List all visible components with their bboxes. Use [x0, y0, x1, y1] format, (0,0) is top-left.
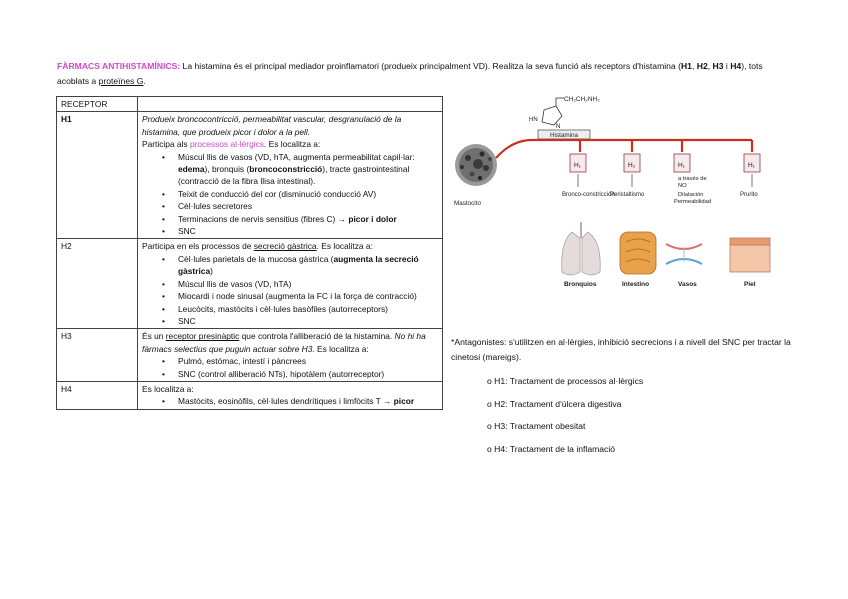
text: És un [142, 331, 166, 342]
intro-text-c: . [143, 76, 146, 86]
organ-label: Vasos [678, 281, 697, 288]
list-item: • SNC [178, 315, 438, 327]
treatment-item [487, 421, 585, 431]
receptor-label: H₁ [678, 162, 685, 169]
organ-label: Piel [744, 281, 756, 288]
h2-locations [142, 253, 438, 327]
header-cell: RECEPTOR [57, 97, 138, 112]
list-item: • Teixit de conducció del cor (disminució conducció AV) [178, 188, 438, 200]
intro-sep: i [723, 61, 731, 71]
effect-vasos: a través de [678, 176, 707, 182]
table-row-h1 [57, 112, 443, 239]
treatment-text: H2: Tractament d'úlcera digestiva [494, 399, 622, 409]
text: Participa als [142, 139, 190, 150]
h1-participa [142, 138, 438, 150]
arrow-icon: → [382, 396, 392, 407]
treatment-item [487, 399, 621, 409]
text: Terminacions de nervis sensitius (fibres C) [178, 213, 338, 224]
text: que controla l'alliberació de la histamina. [239, 331, 395, 342]
table-row-h4 [57, 381, 443, 409]
treatment-item [487, 444, 615, 454]
receptor-label: H₁ [748, 162, 755, 169]
text: . Es localitza a: [316, 241, 373, 252]
treatment-text: H3: Tractament obesitat [494, 421, 586, 431]
page-title: FÀRMACS ANTIHISTAMÍNICS: [57, 61, 181, 71]
header-cell-empty [138, 97, 443, 112]
receptor-description [138, 329, 443, 382]
n-label: N [556, 124, 561, 130]
bold-text: picor i dolor [346, 213, 397, 224]
table-header-row [57, 97, 443, 112]
intro-text-a: La histamina és el principal mediador proinflamatori (produeix principalment VD). Realitza la seva funció als receptors d'histamina ( [180, 61, 681, 71]
effect-peristaltismo: Peristaltismo [610, 192, 645, 198]
bullet: o [487, 444, 492, 454]
histamine-figure [452, 92, 782, 297]
italic-text: No hi ha fàrmacs selectius que puguin actuar sobre H3 [142, 331, 426, 354]
h3-line [142, 330, 438, 355]
bold-text: augmenta la secreció gàstrica [178, 253, 419, 277]
organ-label: Intestino [622, 281, 650, 288]
receptor-description [138, 112, 443, 239]
effect-bronco: Bronco-constricción [562, 192, 615, 198]
treatment-text: H4: Tractament de la inflamació [494, 444, 616, 454]
intro-h4: H4 [730, 61, 742, 71]
organ-label: Bronquios [564, 281, 597, 288]
list-item [178, 151, 438, 188]
text: Múscul llis de vasos (VD, hTA, augmenta permeabilitat capil·lar: [178, 151, 415, 162]
arrow-icon: → [337, 213, 347, 224]
text: Mastòcits, eosinòfils, cèl·lules dendrítiques i limfòcits T [178, 396, 383, 407]
vessels-image [666, 244, 702, 264]
intro-text-b: ), tots acoblats a [57, 61, 763, 86]
intro-h1: H1 [680, 61, 692, 71]
h2-participa [142, 240, 438, 252]
histamina-label: Histamina [550, 132, 578, 139]
receptor-label: H4 [57, 381, 138, 409]
list-item: • Pulmó, estómac, intestí i pàncrees [178, 355, 438, 367]
histamine-molecule [542, 98, 564, 125]
text: ), bronquis ( [204, 164, 250, 175]
intro-sep: , [707, 61, 713, 71]
list-item: • SNC (control alliberació NTs), hipotàlem (autorreceptor) [178, 368, 438, 380]
effect-vasos: Dilatación [678, 192, 704, 198]
text: ), tracte gastrointestinal (contracció de la fibra llisa intestinal). [178, 164, 410, 187]
skin-image [730, 238, 770, 272]
receptor-label: H₂ [628, 162, 636, 169]
receptor-table [56, 96, 443, 410]
list-item: • Cèl·lules secretores [178, 200, 438, 212]
bold-text: broncoconstricció [249, 164, 323, 175]
list-item: • SNC [178, 225, 438, 237]
antagonists-note: *Antagonistes: s'utilitzen en al·lèrgies, inhibició secrecions i a nivell del SNC per tractar la cinetosi (mareigs). [451, 337, 791, 362]
formula-label: CH₂CH₂NH₂ [564, 96, 600, 103]
h4-line: Es localitza a: [142, 383, 194, 394]
intro-h3: H3 [712, 61, 724, 71]
list-item [178, 213, 438, 225]
bold-text: edema [178, 164, 205, 175]
table-row-h2 [57, 239, 443, 329]
intro-sep: , [691, 61, 697, 71]
underlined-text: secreció gàstrica [253, 241, 317, 252]
effect-arrows [578, 174, 752, 187]
receptor-description [138, 381, 443, 409]
receptor-h1-label: H1 [61, 114, 72, 125]
list-item: • Miocardi i node sinusal (augmenta la FC i la força de contracció) [178, 290, 438, 302]
bullet: o [487, 421, 492, 431]
receptor-label: H2 [57, 239, 138, 329]
text: . Es localitza a: [263, 139, 321, 150]
effect-prurito: Prurito [740, 192, 758, 198]
text: . Es localitza a: [312, 343, 369, 354]
underlined-text: receptor presinàptic [165, 331, 240, 342]
list-item [178, 395, 438, 407]
intro-paragraph [57, 59, 797, 89]
list-item: • Leucòcits, mastòcits i cèl·lules basòfiles (autorreceptors) [178, 303, 438, 315]
intestine-image [620, 232, 656, 274]
receptor-description [138, 239, 443, 329]
treatment-item [487, 376, 643, 386]
text: Participa en els processos de [142, 241, 254, 252]
receptor-label: H3 [57, 329, 138, 382]
hn-label: HN [529, 117, 538, 123]
intro-protein: proteïnes G [98, 76, 144, 86]
table-row-h3 [57, 329, 443, 382]
h3-locations [142, 355, 438, 380]
mastocito-label: Mastocito [454, 200, 481, 207]
bullet: o [487, 376, 492, 386]
h1-locations [142, 151, 438, 238]
h4-locations [142, 395, 438, 407]
h1-desc: Produeix broncocontricció, permeabilitat vascular, desgranulació de la histamina, que produeix picor i dolor a la pell. [142, 114, 402, 137]
text: ) [210, 266, 213, 277]
receptor-label: H₁ [574, 162, 581, 169]
mast-cell-image [455, 144, 497, 186]
bold-text: picor [391, 396, 415, 407]
bullet: o [487, 399, 492, 409]
receptor-label [57, 112, 138, 239]
text: Cèl·lules parietals de la mucosa gàstrica ( [178, 253, 334, 264]
list-item [178, 253, 438, 278]
intro-h2: H2 [696, 61, 708, 71]
effect-vasos: NO [678, 183, 687, 189]
lungs-image [562, 222, 601, 275]
receptor-boxes [570, 154, 760, 172]
effect-vasos: Permeabilidad [674, 199, 712, 205]
highlight-text: processos al·lèrgics [189, 139, 264, 150]
list-item: • Múscul llis de vasos (VD, hTA) [178, 278, 438, 290]
treatment-text: H1: Tractament de processos al·lèrgics [494, 376, 644, 386]
